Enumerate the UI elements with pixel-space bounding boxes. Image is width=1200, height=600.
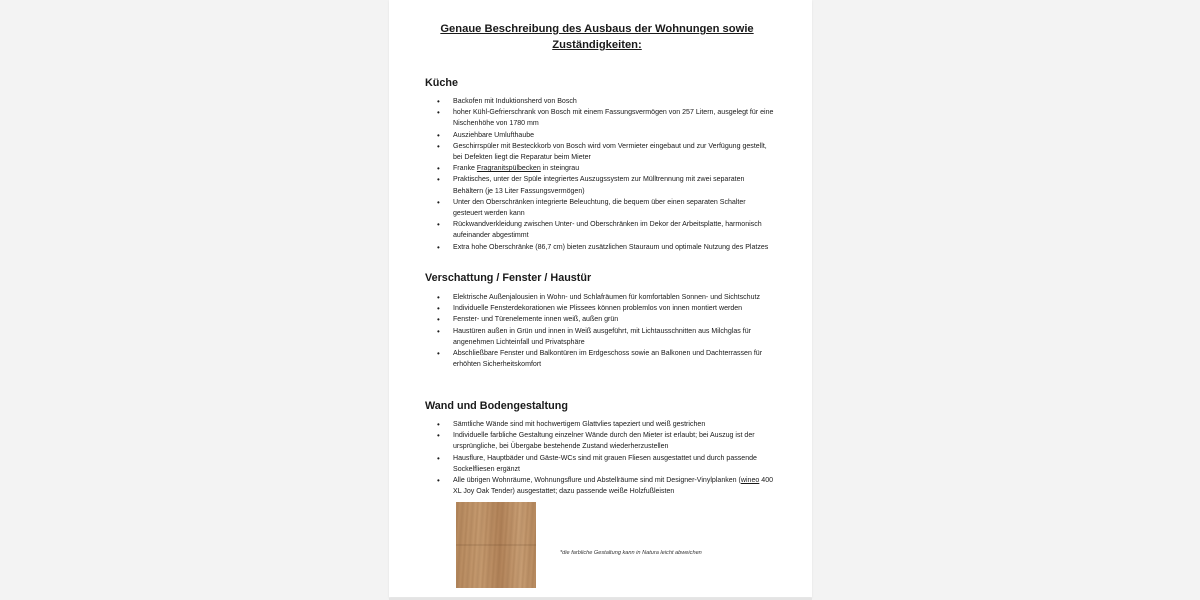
list-item: • Fenster- und Türenelemente innen weiß, außen grün [425, 314, 775, 325]
list-item [425, 475, 775, 497]
verschattung-list [425, 292, 775, 370]
kueche-list [425, 96, 775, 253]
wineo-link[interactable]: wineo [740, 477, 760, 485]
list-item: • Backofen mit Induktionsherd von Bosch [425, 96, 775, 107]
item-text: Franke [453, 165, 477, 173]
list-item: • hoher Kühl-Gefrierschrank von Bosch mit einem Fassungsvermögen von 257 Litern, ausgelegt für eine Nischenhöhe von 1780 mm [425, 107, 775, 129]
list-item: • Individuelle Fensterdekorationen wie Plissees können problemlos von innen montiert werden [425, 303, 775, 314]
list-item [425, 163, 775, 174]
fragranit-link[interactable]: Fragranitspülbecken [476, 165, 541, 173]
section-heading-kueche: Küche [425, 77, 458, 89]
list-item: • Geschirrspüler mit Besteckkorb von Bosch wird vom Vermieter eingebaut und zur Verfügung gestellt, bei Defekten liegt die Reparatur beim Mieter [425, 141, 775, 163]
document-title: Genaue Beschreibung des Ausbaus der Wohnungen sowie Zuständigkeiten: [440, 23, 754, 51]
list-item: • Unter den Oberschränken integrierte Beleuchtung, die bequem über einen separaten Schalter gesteuert werden kann [425, 197, 775, 219]
oak-floor-sample-image [456, 502, 536, 588]
item-text: 400 XL Joy Oak Tender) ausgestattet; dazu passende weiße Holzfußleisten [453, 477, 774, 496]
wand-boden-list [425, 419, 775, 497]
list-item: • Individuelle farbliche Gestaltung einzelner Wände durch den Mieter ist erlaubt; bei Auszug ist der ursprüngliche, bei Übergabe bestehende Zustand wiederherzustellen [425, 430, 775, 452]
item-text: in steingrau [540, 165, 580, 173]
list-item: • Rückwandverkleidung zwischen Unter- und Oberschränken im Dekor der Arbeitsplatte, harmonisch aufeinander abgestimmt [425, 219, 775, 241]
list-item: • Abschließbare Fenster und Balkontüren im Erdgeschoss sowie an Balkonen und Dachterrassen für erhöhten Sicherheitskomfort [425, 348, 775, 370]
list-item: • Praktisches, unter der Spüle integriertes Auszugssystem zur Mülltrennung mit zwei separaten Behältern (je 13 Liter Fassungsvermögen) [425, 174, 775, 196]
list-item: • Hausflure, Hauptbäder und Gäste-WCs sind mit grauen Fliesen ausgestattet und durch passende Sockelfliesen ergänzt [425, 453, 775, 475]
image-caption: *die farbliche Gestaltung kann in Natura leicht abweichen [560, 550, 702, 556]
list-item: • Elektrische Außenjalousien in Wohn- und Schlafräumen für komfortablen Sonnen- und Sichtschutz [425, 292, 775, 303]
list-item: • Sämtliche Wände sind mit hochwertigem Glattvlies tapeziert und weiß gestrichen [425, 419, 775, 430]
section-heading-verschattung: Verschattung / Fenster / Haustür [425, 272, 592, 284]
list-item: • Ausziehbare Umlufthaube [425, 130, 775, 141]
list-item: • Extra hohe Oberschränke (86,7 cm) bieten zusätzlichen Stauraum und optimale Nutzung des Platzes [425, 242, 775, 253]
section-heading-wand-boden: Wand und Bodengestaltung [425, 400, 568, 412]
list-item: • Haustüren außen in Grün und innen in Weiß ausgeführt, mit Lichtausschnitten aus Milchglas für angenehmen Lichteinfall und Privatsphäre [425, 326, 775, 348]
item-text: Alle übrigen Wohnräume, Wohnungsflure und Abstellräume sind mit Designer-Vinylplanken ( [453, 477, 741, 485]
